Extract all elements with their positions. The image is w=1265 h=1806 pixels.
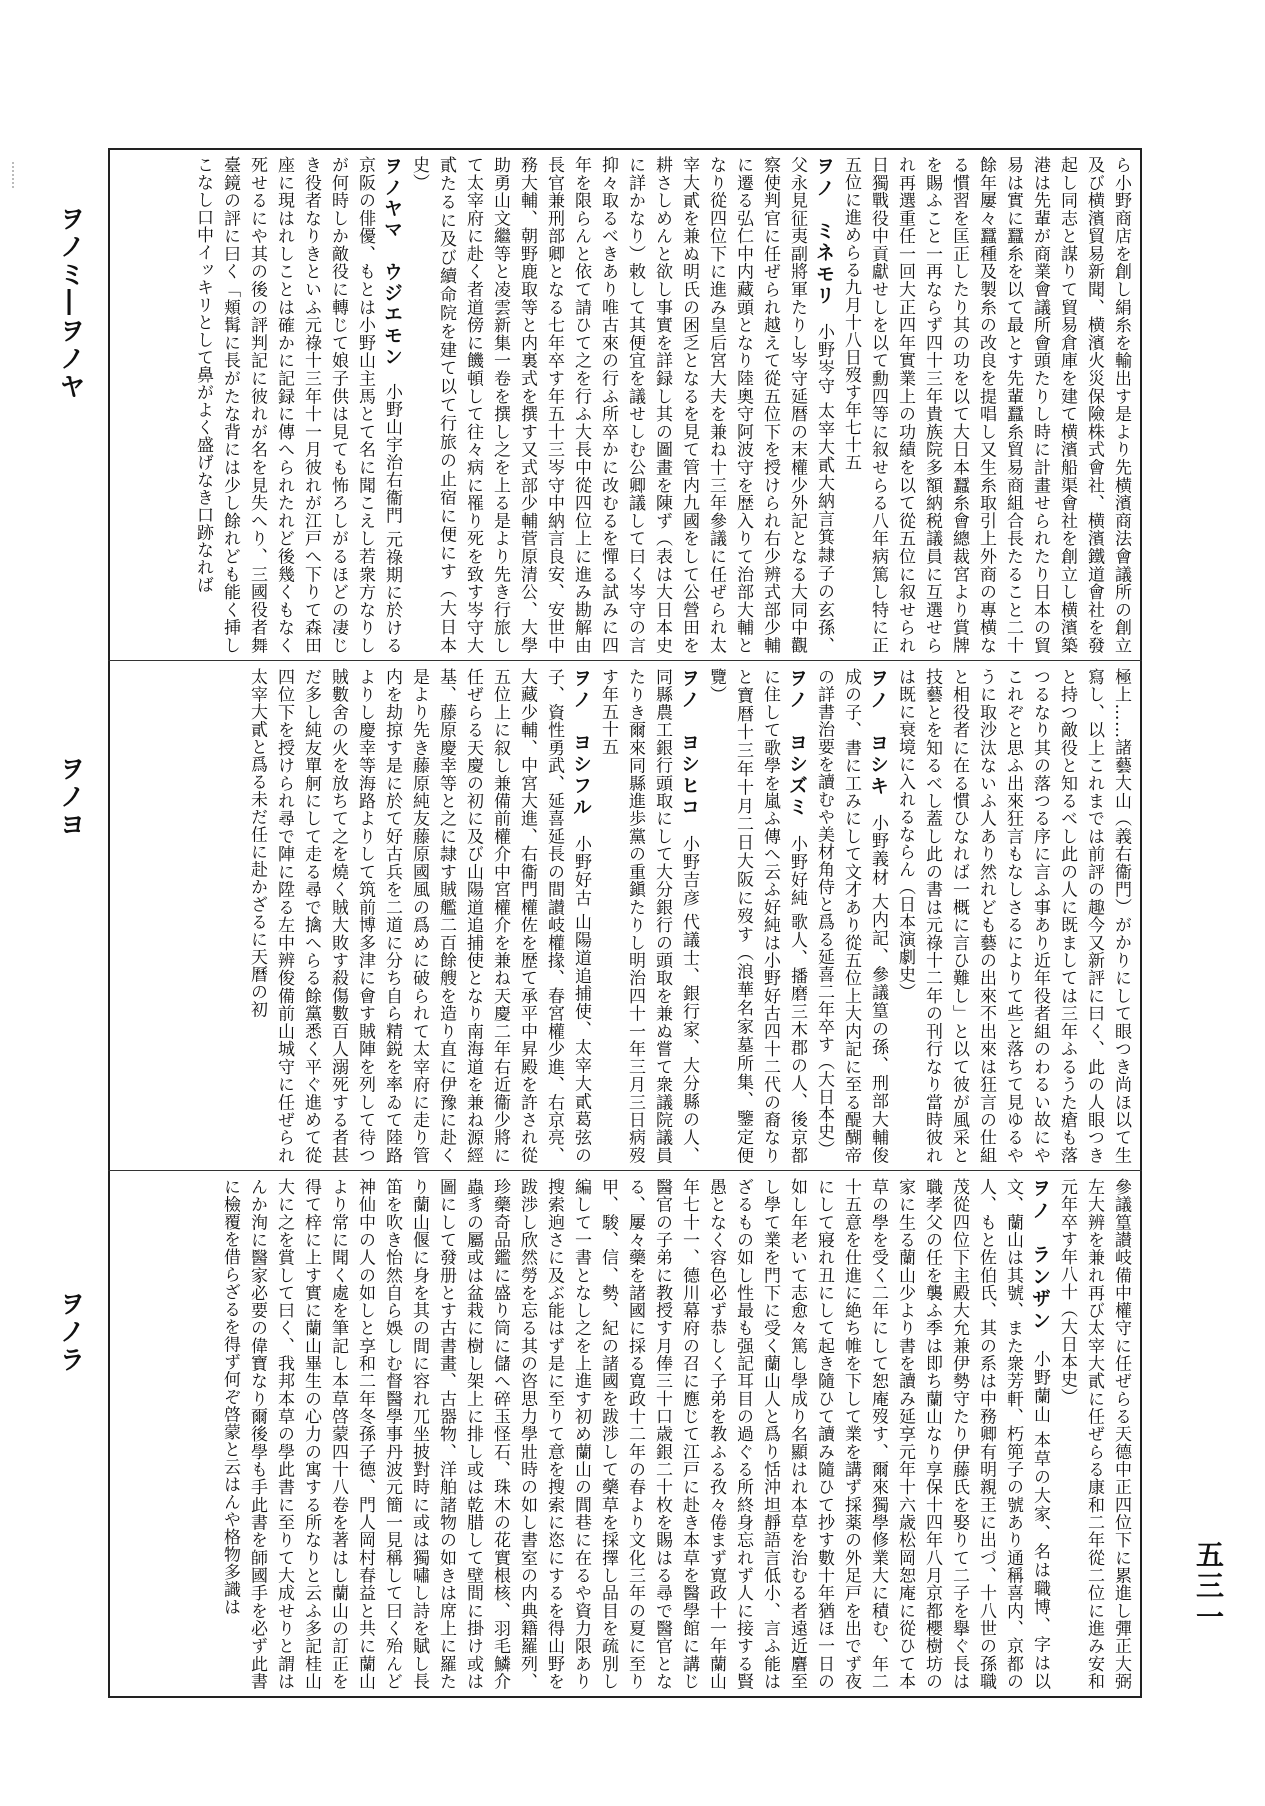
entry-heading: ヲノ ヨシズミ: [786, 668, 808, 819]
entry-ono-minemori: [405, 156, 837, 654]
entry-name: 小野義材: [868, 814, 888, 887]
entry-heading: ヲノ ミネモリ: [813, 156, 835, 307]
entry-body: 大内記、參議篁の孫、刑部大輔俊成の子、書に工みにして文才あり從五位上大内記に至る醍醐帝の詳書治要を讀むや美材角侍と爲る延喜二年卒す（大日本史）: [814, 668, 888, 1164]
entry-onoyama-ujiemon: [189, 156, 405, 654]
entry-body: ら小野商店を創し絹糸を輸出す是より先横濱商法會議所の創立及び横濱貿易新聞、横濱火災保險株式會社、横濱鐵道會社を發起し同志と謀りて貿易倉庫を建て横濱船渠會社を創立し横濱築港は先輩が商業會議所會頭たりし時に計畫せられたり日本の貿易は實に蠶糸を以て最とす先輩蠶糸貿易商組合長たること二十餘年屢々蠶種及製糸の改良を提唱し又生糸取引上外商の專横なる慣習を匡正したり其の功を以て大日本蠶糸會總裁宮より賞牌を賜ふこと一再ならず四十三年貴族院多額納税議員に互選せられ再選重任一回大正四年實業上の功績を以て從五位に叙せられ日獨戰役中貢獻せしを以て勳四等に叙せらる八年病篤し特に正五位に進めらる九月十八日歿す年七十五: [841, 156, 1131, 654]
section-mark-wonoyo: ヲノヨ: [55, 755, 85, 839]
entry-ono-yoshizumi: [702, 668, 810, 1164]
tier-middle: [116, 668, 1134, 1164]
tier-top: [116, 156, 1134, 654]
entry-name: 小野吉彦: [679, 834, 699, 907]
entry-continuation: [1053, 1178, 1134, 1690]
tier-divider: [108, 660, 1142, 661]
entry-body: 元祿期に於ける京阪の俳優、もとは小野山主馬とて名に聞こえし若衆方なりしが何時しか敵役に轉じて娘子供は見ても怖ろしがるほどの凄じき役者なりきといふ元祿十三年十一月彼れが江戸へ下りて森田座に現はれしことは確かに記録に傳へられたれど後幾くもなく死せるにや其の後の評判記に彼れが名を見失へり、三國役者舞臺鏡の評に曰く「頬髯に長がたな背には少し餘れども能く挿しこなし口中イッキリとして鼻がよく盛げなき口跡なれば: [193, 156, 402, 654]
entry-ono-ranzan: [216, 1178, 1053, 1690]
entry-heading: ヲノ ヨシヒコ: [678, 668, 700, 819]
entry-heading: ヲノ ヨシフル: [570, 668, 592, 819]
entry-heading: ヲノ ランザン: [1029, 1178, 1051, 1333]
entry-continuation: [891, 668, 1134, 1164]
edge-mark: [12, 162, 20, 188]
entry-heading: ヲノヤマ ウジエモン: [381, 156, 403, 368]
entry-body: 參議篁讃岐備中權守に任ぜらる天德中正四位下に累進し彈正大弼左大辨を兼れ再び太宰大貳に任ぜらる康和二年從二位に進み安和元年卒す年八十（大日本史）: [1057, 1178, 1131, 1690]
entry-heading: ヲノ ヨシキ: [867, 668, 889, 798]
entry-name: 小野好古: [571, 834, 591, 907]
section-mark-wonomi-wonoya: ヲノミ―ヲノヤ: [55, 205, 85, 401]
entry-body: 極上……諸藝大山（義右衞門）がかりにして眼つき尚ほ以て生寫し、以上これまでは前評の趣今又新評に曰く、此の人眼つきと持つ敵役と知るべし此の人に既ましては三年ふるうた瘡も落つるなり其の落つる序に言ふ事あり近年役者組のわるい故にやこれぞと思ふ出來狂言もなしさるによりて些と落ちて見ゆるやうに取沙汰ないふ人あり然れども藝の出來不出來は狂言の仕組と相役者に在る慣ひなれば一概に言ひ難し」と以て彼が風采と技藝とを知るべし蓋し此の書は元祿十二年の刊行なり當時彼れは既に衰境に入れるならん（日本演劇史）: [895, 668, 1131, 1164]
entry-ono-yoshihiko: [594, 668, 702, 1164]
entry-name: 小野好純: [787, 834, 807, 907]
entry-name: 小野蘭山: [1030, 1349, 1050, 1424]
entry-body: 本草の大家、名は職博、字は以文、蘭山は其號、また衆芳軒、朽篼子の號あり通稱喜内、京都の人、もと佐伯氏、其の系は中務卿有明親王に出づ、十八世の孫職茂從四位下主殿大允兼伊勢守たり伊藤氏を娶りて二子を擧ぐ長は職孝父の任を襲ふ季は即ち蘭山なり享保十四年八月京都櫻樹坊の家に生る蘭山少より書を讀み延享元年十六歳松岡恕庵に從ひて本草の學を受く二年にして恕庵歿す、爾來獨學修業大に積む、年二十五意を仕進に絶ち帷を下して業を講ず採薬の外足戸を出でず夜にして寢れ丑にして起き隨ひて讀み隨ひて抄す數十年猶ほ一日の如し年老いて志愈々篤し學成り名顯はれ本草を治むる者遠近麏至し學て業を門下に受く蘭山人と爲り恬沖坦靜語言低小、言ふ能はざるもの如し性最も强記耳目の過ぐる所終身忘れず人に接する賢愚となく容色必ず恭しく子弟を教ふる孜々倦まず寛政十一年蘭山年七十一、德川幕府の召に應じて江戸に赴き本草を醫學館に講じ醫官の子弟に教授す月俸三十口歳銀二十枚を賜はる尋で醫官となる、屢々藥を諸國に採る寛政十二年の春より文化三年の夏に至り甲、駿、信、勢、紀の諸國を跋渉して藥草を採擇し品目を疏別し編して一書となし之を上進す初め蘭山の閭巷に在るや資力限あり搜索逈さに及ぶ能はず是に至りて意を搜索に恣にするを得山野を跋渉し欣然勞を忘る其の咨思力學壯時の如し書室の内典籍羅列、珍藥奇品鑑に盛り筒に儲へ碎玉怪石、珠木の花實根核、羽毛鱗介蟲豸の屬或は盆栽に樹し架上に排し或は乾腊して壁間に掛け或は圖にして發册とす古書畫、古器物、洋舶諸物の如きは席上に羅たり蘭山偃に身を其の間に容れ兀坐披對時に或は獨嘯し詩を賦し長笛を吹き怡然自ら娛しむ督醫學事丹波元簡一見稱して曰く殆んど神仙中の人の如しと享和二年冬孫子德、門人岡村春益と共に蘭山より常に聞く處を筆記し本草啓蒙四十八卷を著はし蘭山の訂正を得て梓に上す實に蘭山畢生の心力の寓する所なりと云ふ多記桂山大に之を賞して曰く、我邦本草の學此書に至りて大成せりと謂はんか洵に醫家必要の偉寶なり爾後學も手此書を師國手を必ず此書に檢覆を借らざるを得ず何ぞ啓蒙と云はんや格物多識は: [220, 1178, 1050, 1690]
tier-bottom: [116, 1178, 1134, 1690]
section-mark-wonora: ヲノラ: [55, 1290, 85, 1374]
entry-name: 小野岑守: [814, 323, 834, 396]
entry-name: 小野山宇治右衞門: [382, 383, 402, 525]
page-number: 五三一: [1192, 1540, 1225, 1633]
entry-ono-yoshiki: [810, 668, 891, 1164]
entry-body: 山陽道追捕使、太宰大貳葛弦の子、資性勇武、延喜延長の間讃岐權掾、春宮權少進、右京亮、大藏少輔、中宮大進、右衞門權佐を歴て承平中昇殿を許され從五位上に叙し兼備前權介中宮權介を兼ね天慶二年右近衞少將に任ぜらる天慶の初に及び山陽道追捕使となり南海道を兼ね源經基、藤原慶幸等と之に隷す賊艦二百餘艘を造り直に伊豫に赴く是より先き藤原純友藤原國風の爲めに破られて太宰府に走り管内を劫掠す是に於て好古兵を二道に分ち自ら精鋭を率ゐて陸路よりし慶幸等海路よりして筑前博多津に會す賊陣を列して待つ賊數舍の火を放ちて之を燒く賊大敗す殺傷數百人溺死する者甚だ多し純友單舸にして走る尋で擒へらる餘黨悉く平ぐ進めて從四位下を授けられ尋で陣に陞る左中辨俊備前山城守に任ぜられ太宰大貳と爲る未だ任に赴かざるに天曆の初: [247, 668, 591, 1164]
tier-divider: [108, 1170, 1142, 1171]
entry-body: 歌人、播磨三木郡の人、後京都に住して歌學を嵐ふ傳へ云ふ好純は小野好古四十二代の裔なりと寶暦十三年十月二日大阪に歿す（浪華名家墓所集、鑒定便覽）: [706, 668, 807, 1164]
entry-continuation: [837, 156, 1134, 654]
entry-body: 太宰大貳大納言箕隷子の玄孫、父永見征夷副將軍たりし岑守延暦の末權少外記となる大同中觀察使判官に任ぜられ越えて從五位下を授けられ右少辨式部少輔に遷る弘仁中内藏頭となり陸奧守阿波守を歴入りて治部大輔となり從四位下に進み皇后宮大夫を兼ね十三年參議に任ぜられ太宰大貳を兼ぬ明氏の困乏となるを見て管内九國をして公營田を耕さしめんと欲し事實を詳録し其の圖畫を陳ず（表は大日本史に詳かなり）敕して其便宜を議せしむ公卿議して曰く岑守の言抑々取るべきあり唯古來の行ふ所卒かに改むるを憚る試みに四年を限らんと依て請ひて之を行ふ大長中從四位上に進み勘解由長官兼刑部卿となる七年卒す年五十三岑守中納言良安、安世中務大輔、朝野鹿取等と内裏式を撰す又式部少輔菅原清公、大學助勇山文繼等と凌雲新集一卷を撰し之を上る是より先き行旅して太宰府に赴く者道傍に饑頓して往々病に罹り死を致す岑守大貳たるに及び續命院を建て以て行旅の止宿に便にす（大日本史）: [409, 156, 834, 654]
entry-body: 代議士、銀行家、大分縣の人、同縣農工銀行頭取にして大分銀行の頭取を兼ぬ嘗て衆議院議員たりき爾來同縣進歩黨の重鎭たりし明治四十一年三月三日病歿す年五十五: [598, 668, 699, 1164]
entry-ono-yoshifuru: [243, 668, 594, 1164]
